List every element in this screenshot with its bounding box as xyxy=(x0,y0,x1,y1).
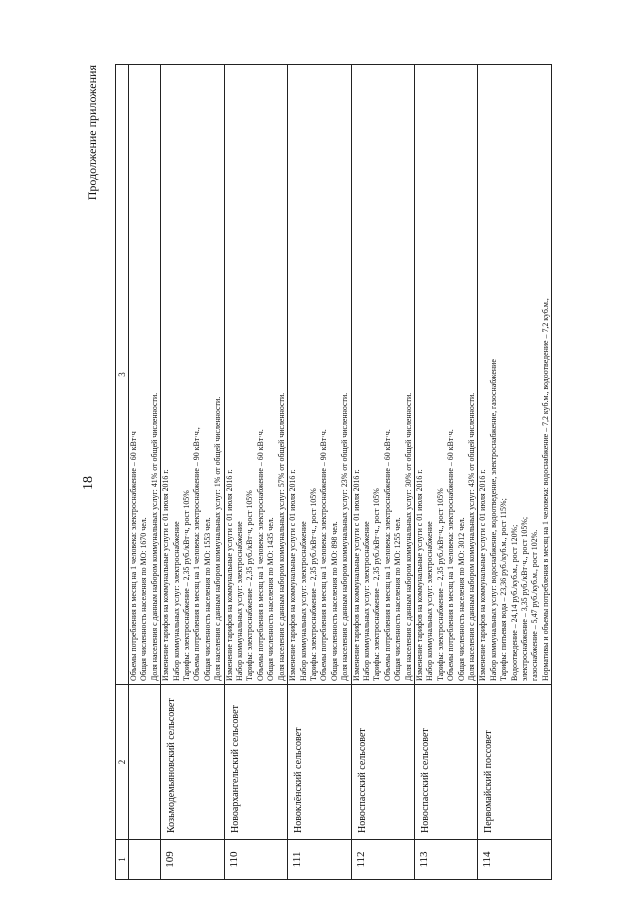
table-row xyxy=(478,65,552,880)
continuation-label: Продолжение приложения xyxy=(85,65,99,201)
tariff-details xyxy=(288,65,351,685)
detail-line: Набор коммунальных услуг: электроснабжение xyxy=(425,521,435,681)
table-row xyxy=(224,65,287,880)
column-header-2: 2 xyxy=(116,685,129,840)
table-row xyxy=(161,65,224,880)
detail-line: Набор коммунальных услуг: водоснабжение, водоотведение, электроснабжение, газоснабжение xyxy=(488,359,498,681)
page-number: 18 xyxy=(81,476,96,490)
row-number: 112 xyxy=(351,840,414,880)
column-header-1: 1 xyxy=(116,840,129,880)
detail-line: Тарифы: электроснабжение – 2,35 руб./кВт·ч, рост 105% xyxy=(182,490,192,681)
tariff-details xyxy=(414,65,477,685)
row-number: 111 xyxy=(288,840,351,880)
detail-line: Объемы потребления в месяц на 1 человека: электроснабжение – 90 кВт·ч., xyxy=(192,427,202,681)
detail-line: Объемы потребления в месяц на 1 человека: электроснабжение – 90 кВт·ч. xyxy=(319,429,329,681)
table-header xyxy=(116,65,129,880)
detail-line: Изменение тарифов на коммунальные услуги с 01 июля 2016 г. xyxy=(351,469,361,681)
detail-line: Водоотведение – 24,14 руб./куб.м., рост 120%; xyxy=(509,524,519,681)
detail-line: Изменение тарифов на коммунальные услуги с 01 июля 2016 г. xyxy=(414,469,424,681)
rotated-page-content xyxy=(79,65,619,880)
tariff-details xyxy=(161,65,224,685)
row-number: 113 xyxy=(414,840,477,880)
tariff-details xyxy=(351,65,414,685)
detail-line: Общая численность населения по МО: 3012 чел. xyxy=(456,517,466,681)
detail-line: Общая численность населения по МО: 898 чел. xyxy=(329,521,339,681)
detail-line: электроснабжение – 3,35 руб./кВт·ч., рост 105%; xyxy=(520,516,530,681)
detail-line: Тарифы: электроснабжение – 2,35 руб./кВт·ч, рост 105% xyxy=(245,490,255,681)
detail-line: Объемы потребления в месяц на 1 человека: электроснабжение – 60 кВт·ч. xyxy=(382,429,392,681)
detail-line: Общая численность населения по МО: 1553 чел. xyxy=(202,517,212,681)
detail-line: Изменение тарифов на коммунальные услуги с 01 июля 2016 г. xyxy=(478,469,488,681)
detail-line: Доля населения с данным набором коммунальных услуг: 41% от общей численности. xyxy=(149,392,159,681)
detail-line: Объемы потребления в месяц на 1 человека: электроснабжение – 60 кВт·ч. xyxy=(255,429,265,681)
detail-line: Нормативы и объемы потребления в месяц на 1 человека: водоснабжение – 7,2 куб.м., водоотведение – 7,2 куб.м., xyxy=(540,298,550,681)
row-number: 109 xyxy=(161,840,224,880)
detail-line: Доля населения с данным набором коммунальных услуг: 1% от общей численности. xyxy=(213,396,223,681)
row-number xyxy=(129,840,161,880)
detail-line: Доля населения с данным набором коммунальных услуг: 30% от общей численности. xyxy=(403,392,413,681)
municipality-name: Новоархангельский сельсовет xyxy=(224,685,287,840)
municipality-name: Новоспасский сельсовет xyxy=(351,685,414,840)
column-header-3: 3 xyxy=(116,65,129,685)
detail-line: Тарифы: электроснабжение – 2,35 руб./кВт·ч., рост 105% xyxy=(308,488,318,681)
tariff-details xyxy=(478,65,552,685)
table-body xyxy=(129,65,552,880)
table-row xyxy=(129,65,161,880)
municipality-name: Новоклёнский сельсовет xyxy=(288,685,351,840)
detail-line: Изменение тарифов на коммунальные услуги с 01 июля 2016 г. xyxy=(161,469,171,681)
detail-line: Общая численность населения по МО: 1255 чел. xyxy=(393,517,403,681)
detail-line: Тарифы: питьевая вода – 23,36 руб./куб.м., рост 115%; xyxy=(499,498,509,681)
detail-line: Объемы потребления в месяц на 1 человека: электроснабжение – 60 кВт·ч xyxy=(129,431,138,681)
detail-line: газоснабжение – 5,47 руб./куб.м., рост 102%. xyxy=(530,529,540,681)
table-row xyxy=(288,65,351,880)
detail-line: Объемы потребления в месяц на 1 человека: электроснабжение – 60 кВт·ч. xyxy=(446,429,456,681)
detail-line: Общая численность населения по МО: 1435 чел. xyxy=(266,517,276,681)
detail-line: Набор коммунальных услуг: электроснабжение xyxy=(298,521,308,681)
municipality-name: Первомайский поссовет xyxy=(478,685,552,840)
detail-line: Изменение тарифов на коммунальные услуги с 01 июля 2016 г. xyxy=(288,469,298,681)
detail-line: Набор коммунальных услуг: электроснабжение xyxy=(361,521,371,681)
row-number: 114 xyxy=(478,840,552,880)
detail-line: Изменение тарифов на коммунальные услуги с 01 июля 2016 г. xyxy=(224,469,234,681)
tariff-details xyxy=(224,65,287,685)
tariff-details xyxy=(129,65,161,685)
municipality-name: Новоспасский сельсовет xyxy=(414,685,477,840)
municipality-name: Козьмодемьяновский сельсовет xyxy=(161,685,224,840)
detail-line: Доля населения с данным набором коммунальных услуг: 23% от общей численности. xyxy=(340,392,350,681)
detail-line: Тарифы: электроснабжение – 2,35 руб./кВт·ч., рост 105% xyxy=(372,488,382,681)
detail-line: Набор коммунальных услуг: электроснабжение xyxy=(171,521,181,681)
detail-line: Набор коммунальных услуг: электроснабжение xyxy=(235,521,245,681)
table-row xyxy=(351,65,414,880)
tariff-table xyxy=(115,64,552,880)
detail-line: Общая численность населения по МО: 1670 чел. xyxy=(139,517,149,681)
row-number: 110 xyxy=(224,840,287,880)
table-row xyxy=(414,65,477,880)
detail-line: Тарифы: электроснабжение – 2,35 руб./кВт·ч., рост 105% xyxy=(435,488,445,681)
municipality-name xyxy=(129,685,161,840)
detail-line: Доля населения с данным набором коммунальных услуг: 43% от общей численности. xyxy=(467,392,476,681)
detail-line: Доля населения с данным набором коммунальных услуг: 57% от общей численности. xyxy=(276,392,286,681)
